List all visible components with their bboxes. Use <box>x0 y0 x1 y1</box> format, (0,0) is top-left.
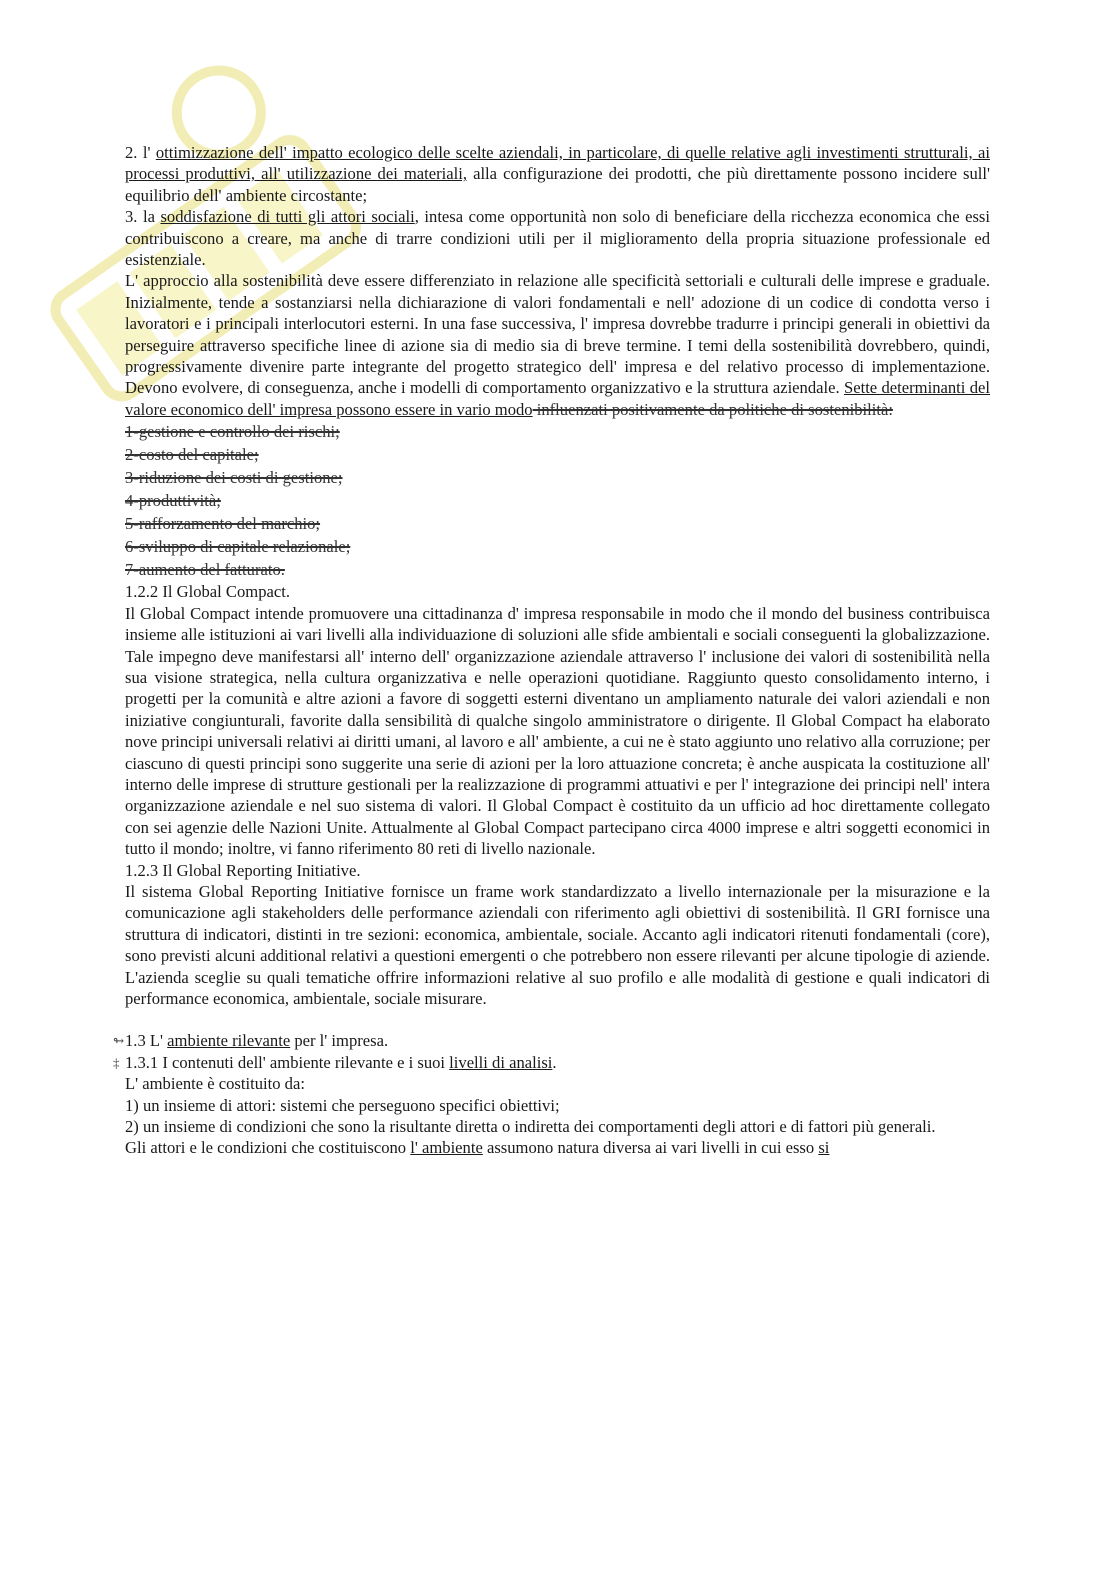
underlined-text: ottimizzazione dell' impatto ecologico delle scelte aziendali, in particolare, di quelle relative agli investimenti strutturali, ai processi produttivi, all' utilizzazione dei materiali, <box>125 143 990 184</box>
text-run: . <box>552 1052 557 1072</box>
margin-mark: ‡ <box>113 1054 120 1070</box>
paragraph-global-compact: Il Global Compact intende promuovere una cittadinanza d' impresa responsabile in modo che il mondo del business contribuisca insieme alle istituzioni ai vari livelli alla individuazione di soluzioni alle sfide ambientali e sociali conseguenti la globalizzazione. Tale impegno deve manifestarsi all' interno dell' organizzazione aziendale attraverso l' inclusione dei valori di sostenibilità nella sua visione strategica, nella cultura organizzativa e nelle operazioni quotidiane. Raggiunto questo consolidamento interno, i progetti per la comunità e altre azioni a favore di soggetti esterni diventano un ampliamento naturale dei valori aziendali e non iniziative congiunturali, favorite dalla sensibilità di qualche singolo amministratore o dirigente. Il Global Compact ha elaborato nove principi universali relativi ai diritti umani, al lavoro e all' ambiente, a cui ne è stato aggiunto uno relativo alla corruzione; per ciascuno di questi principi sono suggerite una serie di azioni per la loro attuazione concreta; è anche auspicata la costituzione all' interno delle imprese di strutture gestionali per la realizzazione di programmi attuativi e per l' integrazione dei principi nell' intera organizzazione aziendale e nel suo sistema di valori. Il Global Compact è costituito da un ufficio ad hoc direttamente collegato con sei agenzie delle Nazioni Unite. Attualmente al Global Compact partecipano circa 4000 imprese e altri soggetti economici in tutto il mondo; inoltre, vi fanno riferimento 80 reti di livello nazionale. <box>125 603 990 859</box>
spacer <box>125 1009 990 1030</box>
list-item: 7-aumento del fatturato. <box>125 560 285 580</box>
paragraph-ambiente-intro: L' ambiente è costituito da: <box>125 1074 305 1094</box>
item-number: 2. <box>125 143 138 162</box>
struck-list <box>125 420 990 581</box>
paragraph-approccio <box>125 270 990 420</box>
item-number: 3. <box>125 207 138 227</box>
section-heading-1-3 <box>113 1030 990 1051</box>
underlined-text: l' ambiente <box>410 1138 483 1158</box>
text-run: Gli attori e le condizioni che costituiscono <box>125 1138 411 1158</box>
text-run: l' <box>137 143 156 162</box>
section-heading-1-3-1 <box>113 1052 990 1073</box>
list-item: 3-riduzione dei costi di gestione; <box>125 468 343 488</box>
list-item-attori: 1) un insieme di attori: sistemi che perseguono specifici obiettivi; <box>125 1095 560 1115</box>
text-run: L' approccio alla sostenibilità deve essere differenziato in relazione alle specificità settoriali e culturali delle imprese e graduale. Inizialmente, tende a sostanziarsi nella dichiarazione di valori fondamentali e nell' adozione di un codice di condotta verso i lavoratori e i principali interlocutori esterni. In una fase successiva, l' impresa dovrebbe tradurre i principi generali in obiettivi da perseguire attraverso specifiche linee di azione sia di medio sia di breve termine. I temi della sostenibilità dovrebbero, quindi, progressivamente divenire parte integrante del progetto strategico dell' impresa e del relativo processo di implementazione. Devono evolvere, di conseguenza, anche i modelli di comportamento organizzativo e la struttura aziendale. <box>125 271 990 398</box>
underlined-text: ambiente rilevante <box>167 1031 291 1051</box>
text-run: per l' impresa. <box>290 1031 389 1051</box>
underlined-text: Sette determinanti del valore economico dell' impresa possono essere in vario modo <box>125 378 990 419</box>
list-item: 1-gestione e controllo dei rischi; <box>125 422 340 442</box>
list-item: 6-sviluppo di capitale relazionale; <box>125 537 351 557</box>
list-item-condizioni: 2) un insieme di condizioni che sono la risultante diretta o indiretta dei comportamenti degli attori e di fattori più generali. <box>125 1117 936 1137</box>
text-run: 1.3 L' <box>125 1031 168 1051</box>
text-run: la <box>137 207 161 227</box>
text-run: alla configurazione dei prodotti, che più direttamente possono incidere sull' equilibrio dell' ambiente circostante; <box>125 164 991 205</box>
paragraph-gri: Il sistema Global Reporting Initiative fornisce un frame work standardizzato a livello internazionale per la misurazione e la comunicazione agli stakeholders delle performance aziendali con riferimento agli obiettivi di sostenibilità. Il GRI fornisce una struttura di indicatori, distinti in tre sezioni: economica, ambientale, sociale. Accanto agli indicatori ritenuti fondamentali (core), sono previsti alcuni additional relativi a questioni emergenti o che potrebbero non essere rilevanti per alcune tipologie di aziende. L'azienda sceglie su quali tematiche offrire informazioni relative al suo profilo e alle modalità di gestione e quali indicatori di performance economica, ambientale, sociale misurare. <box>125 881 990 1008</box>
list-item: 5-rafforzamento del marchio; <box>125 514 321 534</box>
paragraph-ambiente-last <box>125 1137 990 1158</box>
text-run: assumono natura diversa ai vari livelli in cui esso <box>482 1138 819 1158</box>
text-run: , intesa come opportunità non solo di beneficiare della ricchezza economica che essi contribuiscono a creare, ma anche di trarre condizioni utili per il miglioramento della propria situazione professionale ed esistenziale. <box>125 207 990 270</box>
margin-mark: ↬ <box>113 1033 124 1049</box>
list-item: 2-costo del capitale; <box>125 445 259 465</box>
underlined-text: si <box>818 1138 830 1158</box>
paragraph-item-3 <box>125 206 990 270</box>
paragraph-item-2 <box>125 142 990 206</box>
underlined-text: livelli di analisi <box>449 1052 553 1072</box>
section-heading-1-2-2: 1.2.2 Il Global Compact. <box>125 582 290 602</box>
text-run: 1.3.1 I contenuti dell' ambiente rilevante e i suoi <box>125 1052 450 1072</box>
document-body <box>113 142 991 1159</box>
list-item: 4-produttività; <box>125 491 221 511</box>
struck-text: influenzati positivamente da politiche di sostenibilità: <box>532 399 893 419</box>
section-heading-1-2-3: 1.2.3 Il Global Reporting Initiative. <box>125 860 361 880</box>
underlined-text: soddisfazione di tutti gli attori sociali <box>160 207 415 227</box>
